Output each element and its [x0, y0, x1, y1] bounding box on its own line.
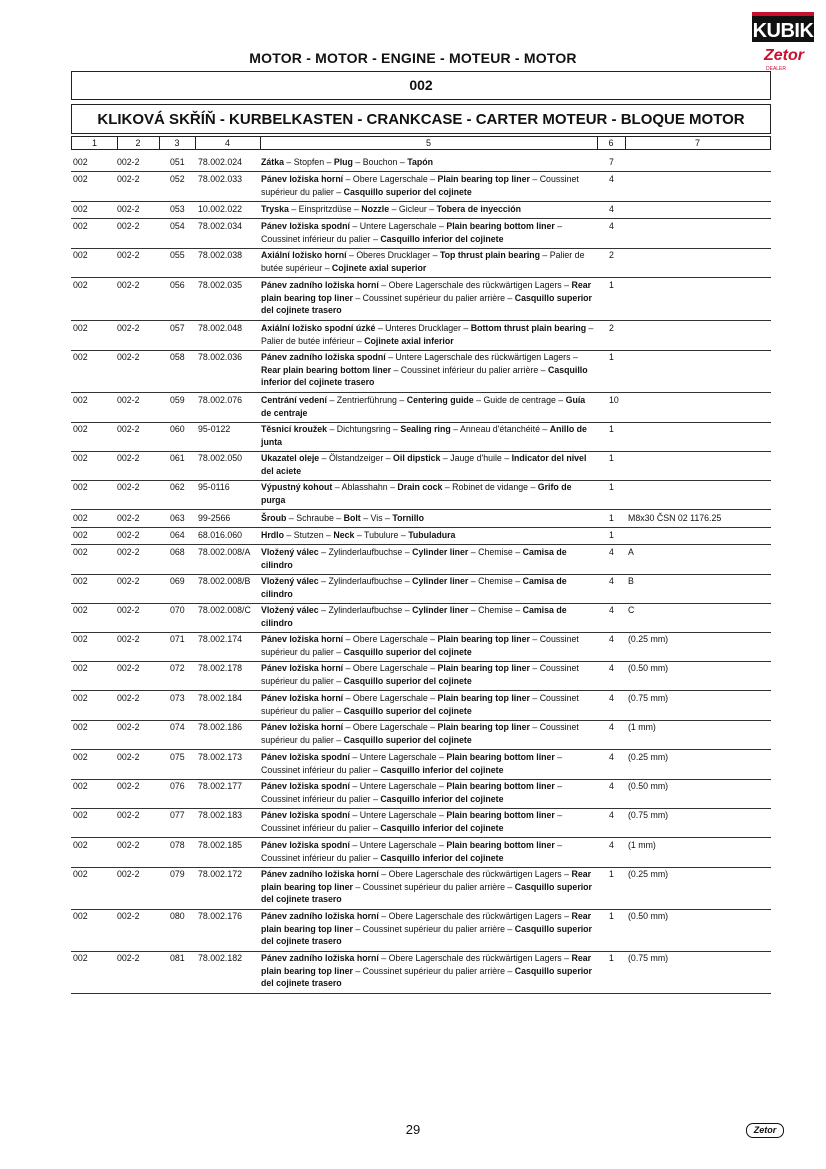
part-group-cell: 002: [73, 752, 88, 762]
part-number-cell: 78.002.033: [198, 174, 243, 184]
table-row: [71, 575, 771, 601]
part-group-cell: 002: [73, 513, 88, 523]
part-group-cell: 002: [73, 605, 88, 615]
position-cell: 056: [170, 280, 185, 290]
group-code: 002: [71, 71, 771, 100]
part-number-cell: 78.002.035: [198, 280, 243, 290]
description-cell: Vložený válec – Zylinderlaufbuchse – Cylinder liner – Chemise – Camisa de cilindro: [261, 605, 567, 628]
table-row: [71, 203, 771, 216]
subgroup-cell: 002-2: [117, 513, 140, 523]
part-group-cell: 002: [73, 323, 88, 333]
description-cell: Pánev zadního ložiska horní – Obere Lagerschale des rückwärtigen Lagers – Rear plain bearing top liner – Coussinet supérieur du palier arrière – Casquillo superior del cojinete trasero: [261, 280, 592, 315]
part-number-cell: 78.002.050: [198, 453, 243, 463]
row-divider: [71, 690, 771, 691]
position-cell: 051: [170, 157, 185, 167]
note-cell: (0.50 mm): [628, 663, 669, 673]
subgroup-cell: 002-2: [117, 323, 140, 333]
position-cell: 070: [170, 605, 185, 615]
note-cell: M8x30 ČSN 02 1176.25: [628, 513, 722, 523]
position-cell: 059: [170, 395, 185, 405]
column-header: 7: [694, 138, 700, 148]
subgroup-cell: 002-2: [117, 204, 140, 214]
description-cell: Pánev ložiska horní – Obere Lagerschale – Plain bearing top liner – Coussinet supérieur du palier – Casquillo superior del cojinete: [261, 174, 579, 197]
position-cell: 054: [170, 221, 185, 231]
row-divider: [71, 509, 771, 510]
table-row: [71, 322, 771, 348]
table-row: [71, 423, 771, 449]
part-group-cell: 002: [73, 869, 88, 879]
column-header: 4: [195, 137, 261, 149]
description-cell: Pánev ložiska spodní – Untere Lagerschale – Plain bearing bottom liner – Coussinet inférieur du palier – Casquillo inferior del cojinete: [261, 810, 563, 833]
description-cell: Pánev zadního ložiska horní – Obere Lagerschale des rückwärtigen Lagers – Rear plain bearing top liner – Coussinet supérieur du palier arrière – Casquillo superior del cojinete trasero: [261, 869, 592, 904]
quantity-cell: 4: [609, 221, 614, 231]
quantity-cell: 1: [609, 482, 614, 492]
table-row: [71, 868, 771, 907]
subgroup-cell: 002-2: [117, 221, 140, 231]
quantity-cell: 4: [609, 781, 614, 791]
part-number-cell: 78.002.173: [198, 752, 243, 762]
subgroup-cell: 002-2: [117, 605, 140, 615]
part-number-cell: 78.002.184: [198, 693, 243, 703]
position-cell: 060: [170, 424, 185, 434]
subgroup-cell: 002-2: [117, 352, 140, 362]
part-group-cell: 002: [73, 250, 88, 260]
table-row: [71, 173, 771, 199]
table-row: [71, 156, 771, 169]
row-divider: [71, 993, 771, 994]
row-divider: [71, 749, 771, 750]
column-header: 3: [159, 137, 196, 149]
column-header-row: [71, 136, 771, 150]
zetor-logo-text: Zetor: [764, 47, 804, 64]
note-cell: (0.50 mm): [628, 781, 669, 791]
subgroup-cell: 002-2: [117, 576, 140, 586]
subgroup-cell: 002-2: [117, 663, 140, 673]
note-cell: A: [628, 547, 634, 557]
position-cell: 073: [170, 693, 185, 703]
subgroup-cell: 002-2: [117, 693, 140, 703]
table-row: [71, 529, 771, 542]
description-cell: Pánev ložiska horní – Obere Lagerschale – Plain bearing top liner – Coussinet supérieur du palier – Casquillo superior del cojinete: [261, 722, 579, 745]
part-number-cell: 78.002.177: [198, 781, 243, 791]
quantity-cell: 10: [609, 395, 619, 405]
row-divider: [71, 277, 771, 278]
position-cell: 074: [170, 722, 185, 732]
row-divider: [71, 320, 771, 321]
part-group-cell: 002: [73, 482, 88, 492]
note-cell: C: [628, 605, 635, 615]
part-number-cell: 95-0116: [198, 482, 230, 492]
subgroup-cell: 002-2: [117, 869, 140, 879]
position-cell: 061: [170, 453, 185, 463]
zetor-footer-logo: Zetor: [746, 1123, 784, 1138]
description-cell: Pánev zadního ložiska horní – Obere Lagerschale des rückwärtigen Lagers – Rear plain bearing top liner – Coussinet supérieur du palier arrière – Casquillo superior del cojinete trasero: [261, 953, 592, 988]
position-cell: 055: [170, 250, 185, 260]
note-cell: (0.50 mm): [628, 911, 669, 921]
quantity-cell: 1: [609, 869, 614, 879]
row-divider: [71, 392, 771, 393]
note-cell: (0.25 mm): [628, 869, 669, 879]
table-row: [71, 692, 771, 718]
part-number-cell: 78.002.186: [198, 722, 243, 732]
quantity-cell: 1: [609, 911, 614, 921]
subgroup-cell: 002-2: [117, 395, 140, 405]
quantity-cell: 4: [609, 810, 614, 820]
kubik-logo-text: KUBIK: [752, 12, 814, 42]
part-group-cell: 002: [73, 781, 88, 791]
part-number-cell: 78.002.034: [198, 221, 243, 231]
description-cell: Výpustný kohout – Ablasshahn – Drain cock – Robinet de vidange – Grifo de purga: [261, 482, 572, 505]
quantity-cell: 4: [609, 204, 614, 214]
subgroup-cell: 002-2: [117, 453, 140, 463]
part-number-cell: 10.002.022: [198, 204, 243, 214]
part-group-cell: 002: [73, 530, 88, 540]
note-cell: (0.75 mm): [628, 693, 669, 703]
part-group-cell: 002: [73, 424, 88, 434]
subgroup-cell: 002-2: [117, 810, 140, 820]
table-row: [71, 512, 771, 525]
part-number-cell: 78.002.185: [198, 840, 243, 850]
row-divider: [71, 201, 771, 202]
description-cell: Pánev ložiska spodní – Untere Lagerschale – Plain bearing bottom liner – Coussinet inférieur du palier – Casquillo inferior del cojinete: [261, 752, 563, 775]
part-number-cell: 78.002.183: [198, 810, 243, 820]
part-group-cell: 002: [73, 810, 88, 820]
part-number-cell: 78.002.172: [198, 869, 243, 879]
column-header: 2: [117, 137, 160, 149]
description-cell: Centrání vedení – Zentrierführung – Centering guide – Guide de centrage – Guía de centraje: [261, 395, 586, 418]
position-cell: 075: [170, 752, 185, 762]
quantity-cell: 4: [609, 547, 614, 557]
description-cell: Pánev ložiska spodní – Untere Lagerschale – Plain bearing bottom liner – Coussinet inférieur du palier – Casquillo inferior del cojinete: [261, 781, 563, 804]
table-row: [71, 633, 771, 659]
part-group-cell: 002: [73, 280, 88, 290]
quantity-cell: 4: [609, 605, 614, 615]
quantity-cell: 2: [609, 323, 614, 333]
subgroup-cell: 002-2: [117, 530, 140, 540]
part-group-cell: 002: [73, 693, 88, 703]
part-number-cell: 78.002.008/B: [198, 576, 251, 586]
position-cell: 071: [170, 634, 185, 644]
description-cell: Zátka – Stopfen – Plug – Bouchon – Tapón: [261, 157, 433, 167]
table-row: [71, 952, 771, 991]
quantity-cell: 4: [609, 634, 614, 644]
part-number-cell: 78.002.008/A: [198, 547, 251, 557]
description-cell: Tryska – Einspritzdüse – Nozzle – Gicleur – Tobera de inyección: [261, 204, 521, 214]
subgroup-cell: 002-2: [117, 482, 140, 492]
subgroup-cell: 002-2: [117, 547, 140, 557]
quantity-cell: 1: [609, 352, 614, 362]
logo-tagline: DEALER: [766, 66, 787, 72]
row-divider: [71, 837, 771, 838]
subgroup-cell: 002-2: [117, 157, 140, 167]
part-group-cell: 002: [73, 953, 88, 963]
table-row: [71, 351, 771, 390]
description-cell: Pánev ložiska horní – Obere Lagerschale – Plain bearing top liner – Coussinet supérieur du palier – Casquillo superior del cojinete: [261, 634, 579, 657]
part-number-cell: 78.002.008/C: [198, 605, 251, 615]
part-number-cell: 68.016.060: [198, 530, 243, 540]
subgroup-cell: 002-2: [117, 911, 140, 921]
part-number-cell: 78.002.174: [198, 634, 243, 644]
table-row: [71, 604, 771, 630]
position-cell: 057: [170, 323, 185, 333]
position-cell: 080: [170, 911, 185, 921]
quantity-cell: 4: [609, 576, 614, 586]
quantity-cell: 4: [609, 174, 614, 184]
part-group-cell: 002: [73, 911, 88, 921]
part-group-cell: 002: [73, 204, 88, 214]
table-row: [71, 751, 771, 777]
part-number-cell: 78.002.036: [198, 352, 243, 362]
part-group-cell: 002: [73, 395, 88, 405]
subgroup-cell: 002-2: [117, 424, 140, 434]
part-group-cell: 002: [73, 157, 88, 167]
group-title: KLIKOVÁ SKŘÍŇ - KURBELKASTEN - CRANKCASE - CARTER MOTEUR - BLOQUE MOTOR: [71, 104, 771, 134]
description-cell: Axiální ložisko horní – Oberes Drucklager – Top thrust plain bearing – Palier de butée supérieur – Cojinete axial superior: [261, 250, 585, 273]
description-cell: Pánev ložiska horní – Obere Lagerschale – Plain bearing top liner – Coussinet supérieur du palier – Casquillo superior del cojinete: [261, 663, 579, 686]
position-cell: 064: [170, 530, 185, 540]
subgroup-cell: 002-2: [117, 250, 140, 260]
position-cell: 063: [170, 513, 185, 523]
part-group-cell: 002: [73, 634, 88, 644]
position-cell: 072: [170, 663, 185, 673]
description-cell: Hrdlo – Stutzen – Neck – Tubulure – Tubuladura: [261, 530, 456, 540]
note-cell: (1 mm): [628, 722, 656, 732]
column-header: 1: [72, 137, 118, 149]
description-cell: Pánev ložiska horní – Obere Lagerschale – Plain bearing top liner – Coussinet supérieur du palier – Casquillo superior del cojinete: [261, 693, 579, 716]
quantity-cell: 4: [609, 752, 614, 762]
subgroup-cell: 002-2: [117, 634, 140, 644]
part-number-cell: 99-2566: [198, 513, 231, 523]
table-row: [71, 452, 771, 478]
description-cell: Pánev zadního ložiska spodní – Untere Lagerschale des rückwärtigen Lagers – Rear plain bearing bottom liner – Coussinet inférieur du palier arrière – Casquillo inferior del cojinete trasero: [261, 352, 588, 387]
description-cell: Pánev zadního ložiska horní – Obere Lagerschale des rückwärtigen Lagers – Rear plain bearing top liner – Coussinet supérieur du palier arrière – Casquillo superior del cojinete trasero: [261, 911, 592, 946]
description-cell: Vložený válec – Zylinderlaufbuchse – Cylinder liner – Chemise – Camisa de cilindro: [261, 576, 567, 599]
note-cell: (0.75 mm): [628, 810, 669, 820]
position-cell: 079: [170, 869, 185, 879]
page-header: MOTOR - MOTOR - ENGINE - MOTEUR - MOTOR: [249, 50, 577, 66]
description-cell: Těsnicí kroužek – Dichtungsring – Sealing ring – Anneau d'étanchéité – Anillo de junta: [261, 424, 587, 447]
table-row: [71, 279, 771, 318]
subgroup-cell: 002-2: [117, 953, 140, 963]
row-divider: [71, 527, 771, 528]
table-row: [71, 721, 771, 747]
table-row: [71, 662, 771, 688]
part-group-cell: 002: [73, 547, 88, 557]
position-cell: 053: [170, 204, 185, 214]
table-row: [71, 394, 771, 420]
subgroup-cell: 002-2: [117, 840, 140, 850]
page-number: 29: [405, 1122, 421, 1137]
description-cell: Pánev ložiska spodní – Untere Lagerschale – Plain bearing bottom liner – Coussinet inférieur du palier – Casquillo inferior del cojinete: [261, 221, 563, 244]
note-cell: (0.25 mm): [628, 752, 669, 762]
row-divider: [71, 218, 771, 219]
quantity-cell: 1: [609, 530, 614, 540]
part-group-cell: 002: [73, 453, 88, 463]
quantity-cell: 1: [609, 953, 614, 963]
table-row: [71, 220, 771, 246]
position-cell: 076: [170, 781, 185, 791]
quantity-cell: 4: [609, 663, 614, 673]
position-cell: 058: [170, 352, 185, 362]
description-cell: Vložený válec – Zylinderlaufbuchse – Cylinder liner – Chemise – Camisa de cilindro: [261, 547, 567, 570]
table-row: [71, 809, 771, 835]
quantity-cell: 1: [609, 424, 614, 434]
part-number-cell: 78.002.024: [198, 157, 243, 167]
part-number-cell: 78.002.048: [198, 323, 243, 333]
row-divider: [71, 171, 771, 172]
row-divider: [71, 544, 771, 545]
quantity-cell: 1: [609, 453, 614, 463]
quantity-cell: 4: [609, 840, 614, 850]
part-group-cell: 002: [73, 576, 88, 586]
description-cell: Axiální ložisko spodní úzké – Unteres Drucklager – Bottom thrust plain bearing – Palier de butée inférieur – Cojinete axial inferior: [261, 323, 594, 346]
part-number-cell: 78.002.178: [198, 663, 243, 673]
subgroup-cell: 002-2: [117, 174, 140, 184]
subgroup-cell: 002-2: [117, 722, 140, 732]
note-cell: B: [628, 576, 634, 586]
position-cell: 077: [170, 810, 185, 820]
subgroup-cell: 002-2: [117, 752, 140, 762]
table-row: [71, 910, 771, 949]
table-row: [71, 546, 771, 572]
part-number-cell: 95-0122: [198, 424, 231, 434]
part-number-cell: 78.002.076: [198, 395, 243, 405]
description-cell: Pánev ložiska spodní – Untere Lagerschale – Plain bearing bottom liner – Coussinet inférieur du palier – Casquillo inferior del cojinete: [261, 840, 563, 863]
note-cell: (0.75 mm): [628, 953, 669, 963]
part-group-cell: 002: [73, 663, 88, 673]
column-header: 6: [597, 137, 626, 149]
position-cell: 062: [170, 482, 185, 492]
part-group-cell: 002: [73, 840, 88, 850]
position-cell: 068: [170, 547, 185, 557]
quantity-cell: 1: [609, 280, 614, 290]
position-cell: 069: [170, 576, 185, 586]
subgroup-cell: 002-2: [117, 781, 140, 791]
position-cell: 081: [170, 953, 185, 963]
position-cell: 052: [170, 174, 185, 184]
table-row: [71, 249, 771, 275]
table-row: [71, 839, 771, 865]
subgroup-cell: 002-2: [117, 280, 140, 290]
quantity-cell: 7: [609, 157, 614, 167]
part-number-cell: 78.002.176: [198, 911, 243, 921]
column-header: 5: [260, 137, 598, 149]
part-group-cell: 002: [73, 221, 88, 231]
note-cell: (0.25 mm): [628, 634, 669, 644]
part-group-cell: 002: [73, 174, 88, 184]
note-cell: (1 mm): [628, 840, 656, 850]
part-number-cell: 78.002.038: [198, 250, 243, 260]
part-group-cell: 002: [73, 352, 88, 362]
part-group-cell: 002: [73, 722, 88, 732]
description-cell: Šroub – Schraube – Bolt – Vis – Tornillo: [261, 513, 424, 523]
quantity-cell: 4: [609, 722, 614, 732]
position-cell: 078: [170, 840, 185, 850]
quantity-cell: 1: [609, 513, 614, 523]
table-row: [71, 481, 771, 507]
description-cell: Ukazatel oleje – Ölstandzeiger – Oil dipstick – Jauge d'huile – Indicator del nivel del aciete: [261, 453, 587, 476]
table-row: [71, 780, 771, 806]
part-number-cell: 78.002.182: [198, 953, 243, 963]
quantity-cell: 2: [609, 250, 614, 260]
quantity-cell: 4: [609, 693, 614, 703]
